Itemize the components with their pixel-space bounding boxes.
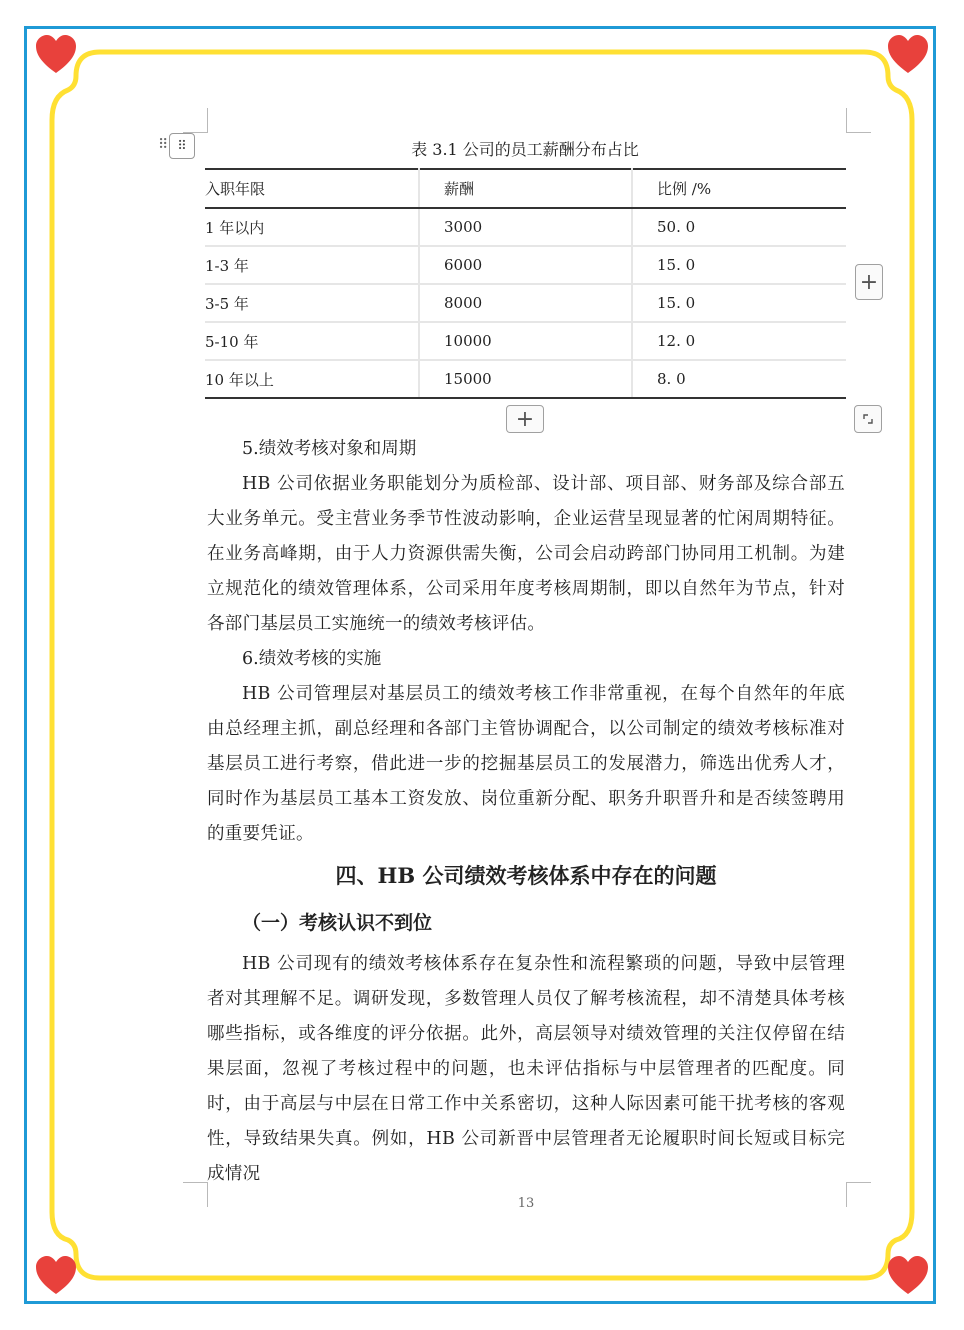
heart-icon-top-left — [34, 33, 78, 77]
table-cell[interactable]: 10 年以上 — [205, 360, 419, 398]
salary-distribution-table — [205, 168, 846, 399]
section-5-paragraph: HB 公司依据业务职能划分为质检部、设计部、项目部、财务部及综合部五大业务单元。受主营业务季节性波动影响，企业运营呈现显著的忙闲周期特征。在业务高峰期，由于人力资源供需失衡，公司会启动跨部门协同用工机制。为建立规范化的绩效管理体系，公司采用年度考核周期制，即以自然年为节点，针对各部门基层员工实施统一的绩效考核评估。 — [207, 474, 845, 634]
table-row — [205, 322, 846, 360]
section-6-heading: 6.绩效考核的实施 — [242, 649, 382, 669]
subsection-1-title: （一）考核认识不到位 — [242, 912, 433, 934]
table-cell[interactable]: 50. 0 — [632, 208, 846, 246]
add-row-button[interactable] — [506, 405, 544, 433]
table-resize-button[interactable] — [854, 405, 882, 433]
heart-icon-bottom-left — [34, 1254, 78, 1298]
table-row — [205, 360, 846, 398]
table-header-cell[interactable]: 薪酬 — [419, 169, 632, 208]
crop-mark-top-left — [183, 108, 208, 133]
drag-handle-icon[interactable]: ⠿ — [158, 137, 168, 153]
table-row — [205, 246, 846, 284]
table-cell[interactable]: 3000 — [419, 208, 632, 246]
section-6-paragraph: HB 公司管理层对基层员工的绩效考核工作非常重视，在每个自然年的年底由总经理主抓，副总经理和各部门主管协调配合，以公司制定的绩效考核标准对基层员工进行考察，借此进一步的挖掘基层员工的发展潜力，筛选出优秀人才，同时作为基层员工基本工资发放、岗位重新分配、职务升职晋升和是否续签聘用的重要凭证。 — [207, 684, 845, 844]
chapter-4-title: 四、HB 公司绩效考核体系中存在的问题 — [335, 863, 717, 888]
plus-icon: + — [515, 406, 535, 432]
grip-icon: ⠿ — [177, 138, 187, 154]
table-header-cell[interactable]: 入职年限 — [205, 169, 419, 208]
table-select-handle[interactable] — [169, 133, 195, 159]
crop-mark-top-right — [846, 108, 871, 133]
table-cell[interactable]: 8000 — [419, 284, 632, 322]
table-row — [205, 284, 846, 322]
table-cell[interactable]: 15000 — [419, 360, 632, 398]
add-column-button[interactable] — [855, 264, 883, 300]
table-cell[interactable]: 6000 — [419, 246, 632, 284]
table-header-cell[interactable]: 比例 /% — [632, 169, 846, 208]
table-cell[interactable]: 1 年以内 — [205, 208, 419, 246]
table-header-row — [205, 169, 846, 208]
table-cell[interactable]: 10000 — [419, 322, 632, 360]
heart-icon-top-right — [886, 33, 930, 77]
crop-mark-bottom-right — [846, 1182, 871, 1207]
table-cell[interactable]: 8. 0 — [632, 360, 846, 398]
crop-mark-bottom-left — [183, 1182, 208, 1207]
resize-corner-icon — [861, 412, 875, 426]
table-cell[interactable]: 15. 0 — [632, 246, 846, 284]
table-cell[interactable]: 1-3 年 — [205, 246, 419, 284]
subsection-1-paragraph: HB 公司现有的绩效考核体系存在复杂性和流程繁琐的问题，导致中层管理者对其理解不足。调研发现，多数管理人员仅了解考核流程，却不清楚具体考核哪些指标，或各维度的评分依据。此外，高层领导对绩效管理的关注仅停留在结果层面，忽视了考核过程中的问题，也未评估指标与中层管理者的匹配度。同时，由于高层与中层在日常工作中关系密切，这种人际因素可能干扰考核的客观性，导致结果失真。例如，HB 公司新晋中层管理者无论履职时间长短或目标完成情况 — [207, 954, 845, 1184]
plus-icon: + — [859, 269, 879, 295]
heart-icon-bottom-right — [886, 1254, 930, 1298]
table-caption: 表 3.1 公司的员工薪酬分布占比 — [411, 140, 639, 159]
section-5-heading: 5.绩效考核对象和周期 — [242, 439, 417, 459]
table-cell[interactable]: 15. 0 — [632, 284, 846, 322]
table-cell[interactable]: 3-5 年 — [205, 284, 419, 322]
page-number: 13 — [517, 1196, 535, 1211]
table-row — [205, 208, 846, 246]
table-cell[interactable]: 12. 0 — [632, 322, 846, 360]
table-cell[interactable]: 5-10 年 — [205, 322, 419, 360]
